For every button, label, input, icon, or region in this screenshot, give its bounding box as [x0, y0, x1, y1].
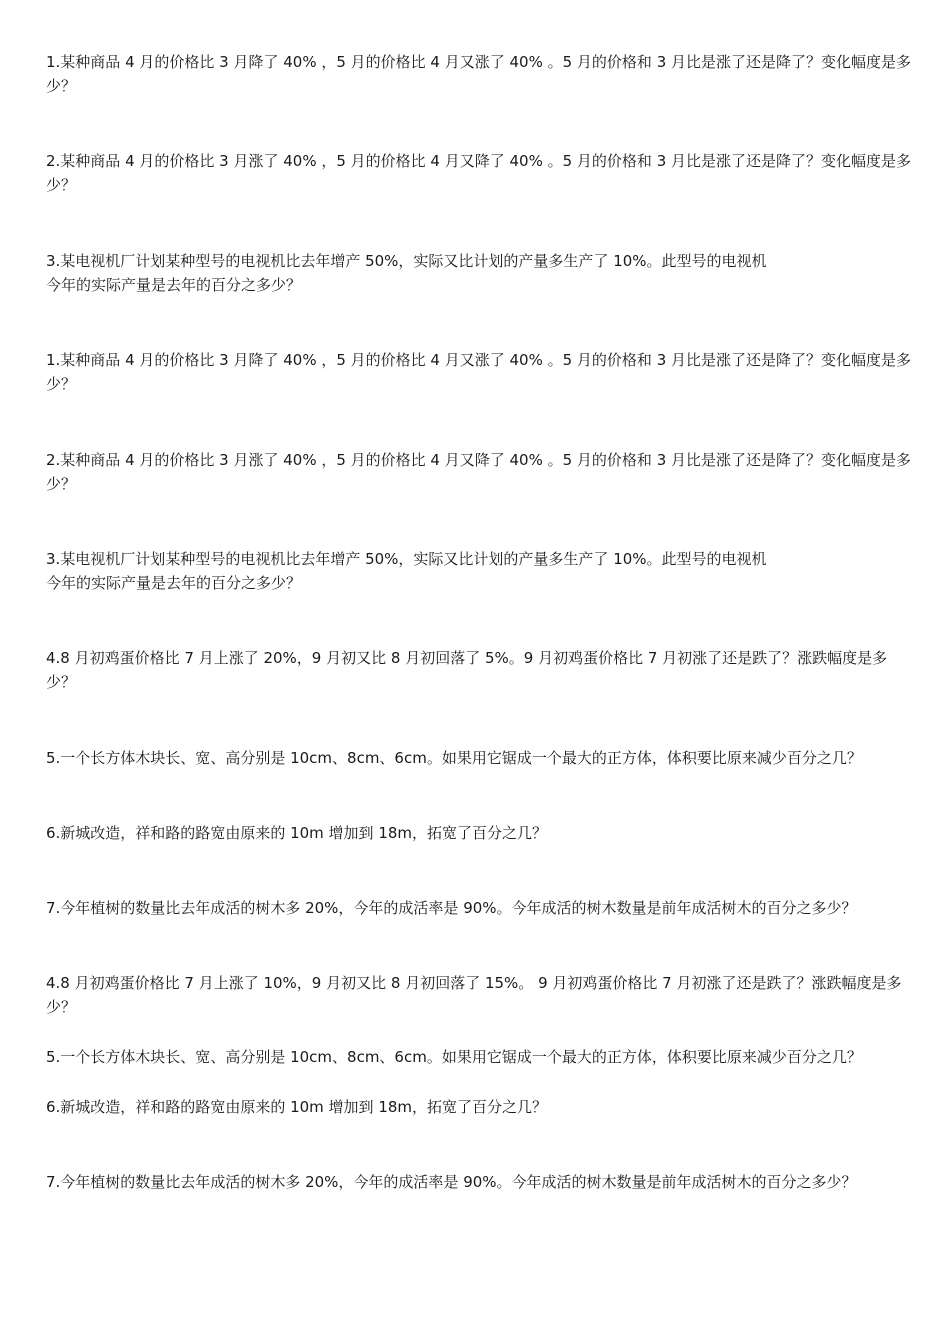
- problem-3-repeat: [46, 547, 916, 595]
- problem-1: 1.某种商品 4 月的价格比 3 月降了 40% ，5 月的价格比 4 月又涨了 40% 。5 月的价格和 3 月比是涨了还是降了？变化幅度是多少？: [46, 53, 912, 95]
- problem-2: 2.某种商品 4 月的价格比 3 月涨了 40% ，5 月的价格比 4 月又降了 40% 。5 月的价格和 3 月比是涨了还是降了？变化幅度是多少？: [46, 152, 912, 194]
- problem-4-variant: 4.8 月初鸡蛋价格比 7 月上涨了 10%，9 月初又比 8 月初回落了 15%。 9 月初鸡蛋价格比 7 月初涨了还是跌了？涨跌幅度是多少？: [46, 974, 902, 1016]
- problem-1-repeat: 1.某种商品 4 月的价格比 3 月降了 40% ，5 月的价格比 4 月又涨了 40% 。5 月的价格和 3 月比是涨了还是降了？变化幅度是多少？: [46, 351, 912, 393]
- problem-7-repeat: 7.今年植树的数量比去年成活的树木多 20%，今年的成活率是 90%。今年成活的树木数量是前年成活树木的百分之多少？: [46, 1173, 857, 1191]
- problem-4: 4.8 月初鸡蛋价格比 7 月上涨了 20%，9 月初又比 8 月初回落了 5%。9 月初鸡蛋价格比 7 月初涨了还是跌了？涨跌幅度是多少？: [46, 649, 888, 691]
- problem-3-repeat-line-2: 今年的实际产量是去年的百分之多少？: [46, 574, 302, 592]
- problem-5-repeat: 5.一个长方体木块长、宽、高分别是 10cm、8cm、6cm。如果用它锯成一个最大的正方体，体积要比原来减少百分之几？: [46, 1048, 862, 1066]
- problem-7: 7.今年植树的数量比去年成活的树木多 20%，今年的成活率是 90%。今年成活的树木数量是前年成活树木的百分之多少？: [46, 899, 857, 917]
- problem-2-repeat: 2.某种商品 4 月的价格比 3 月涨了 40% ，5 月的价格比 4 月又降了 40% 。5 月的价格和 3 月比是涨了还是降了？变化幅度是多少？: [46, 451, 912, 493]
- problem-3-line-1: 3.某电视机厂计划某种型号的电视机比去年增产 50%，实际又比计划的产量多生产了 10%。此型号的电视机: [46, 252, 767, 270]
- problem-3-line-2: 今年的实际产量是去年的百分之多少？: [46, 276, 302, 294]
- problem-5: 5.一个长方体木块长、宽、高分别是 10cm、8cm、6cm。如果用它锯成一个最大的正方体，体积要比原来减少百分之几？: [46, 749, 862, 767]
- problem-3-repeat-line-1: 3.某电视机厂计划某种型号的电视机比去年增产 50%，实际又比计划的产量多生产了 10%。此型号的电视机: [46, 550, 767, 568]
- problem-6: 6.新城改造，祥和路的路宽由原来的 10m 增加到 18m，拓宽了百分之几？: [46, 824, 548, 842]
- problem-3: [46, 249, 916, 297]
- problem-6-repeat: 6.新城改造，祥和路的路宽由原来的 10m 增加到 18m，拓宽了百分之几？: [46, 1098, 548, 1116]
